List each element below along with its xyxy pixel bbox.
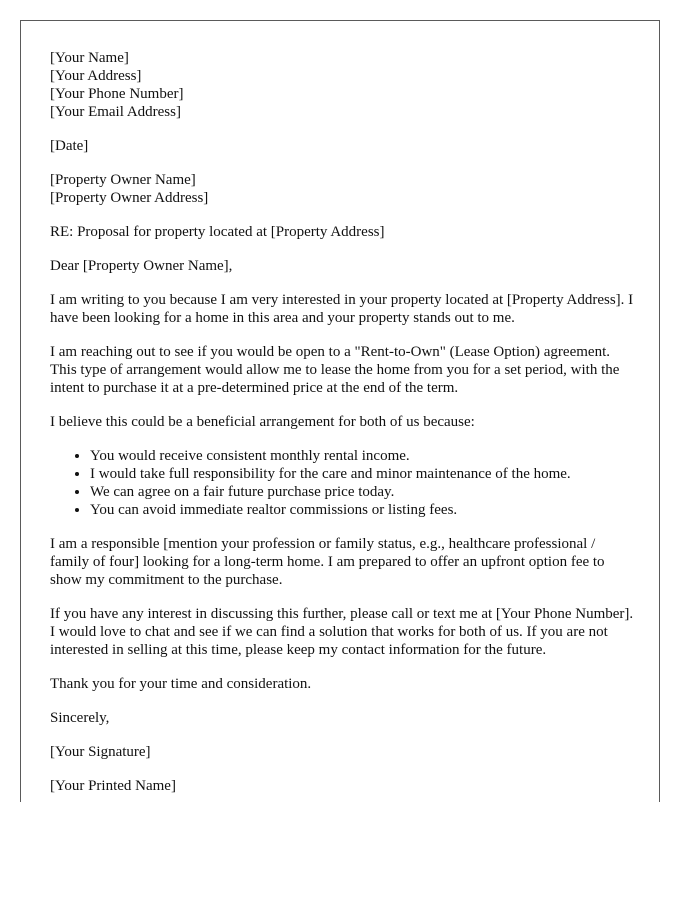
closing: Sincerely, [50, 710, 110, 726]
paragraph-contact: If you have any interest in discussing this further, please call or text me at [Your Phone Number]. I would love to chat and see if we can find a solution that works for both of us. If you are not interested in selling at this time, please keep my contact information for the future. [50, 606, 634, 658]
sender-email: [Your Email Address] [50, 104, 181, 120]
salutation: Dear [Property Owner Name], [50, 258, 233, 274]
recipient-block [50, 171, 634, 207]
signature: [Your Signature] [50, 744, 151, 760]
list-item: • You can avoid immediate realtor commissions or listing fees. [90, 501, 634, 519]
paragraph-thanks: Thank you for your time and consideration. [50, 676, 312, 692]
sender-phone: [Your Phone Number] [50, 86, 184, 102]
printed-name: [Your Printed Name] [50, 778, 176, 794]
recipient-address: [Property Owner Address] [50, 190, 209, 206]
paragraph-benefits-intro: I believe this could be a beneficial arrangement for both of us because: [50, 414, 475, 430]
letter-body [50, 49, 634, 802]
subject-line: RE: Proposal for property located at [Property Address] [50, 224, 385, 240]
list-item: • We can agree on a fair future purchase price today. [90, 483, 634, 501]
sender-name: [Your Name] [50, 50, 129, 66]
list-item: • You would receive consistent monthly rental income. [90, 447, 634, 465]
letter-date: [Date] [50, 138, 89, 154]
list-item: • I would take full responsibility for the care and minor maintenance of the home. [90, 465, 634, 483]
sender-block [50, 49, 634, 121]
paragraph-proposal: I am reaching out to see if you would be open to a "Rent-to-Own" (Lease Option) agreement. This type of arrangement would allow me to lease the home from you for a set period, with the intent to purchase it at a pre-determined price at the end of the term. [50, 344, 620, 396]
paragraph-about-me: I am a responsible [mention your profession or family status, e.g., healthcare professional / family of four] looking for a long-term home. I am prepared to offer an upfront option fee to show my commitment to the purchase. [50, 536, 605, 588]
benefits-list [50, 447, 634, 519]
recipient-name: [Property Owner Name] [50, 172, 196, 188]
letter-page [20, 20, 660, 802]
sender-address: [Your Address] [50, 68, 142, 84]
paragraph-intro: I am writing to you because I am very interested in your property located at [Property Address]. I have been looking for a home in this area and your property stands out to me. [50, 292, 634, 326]
